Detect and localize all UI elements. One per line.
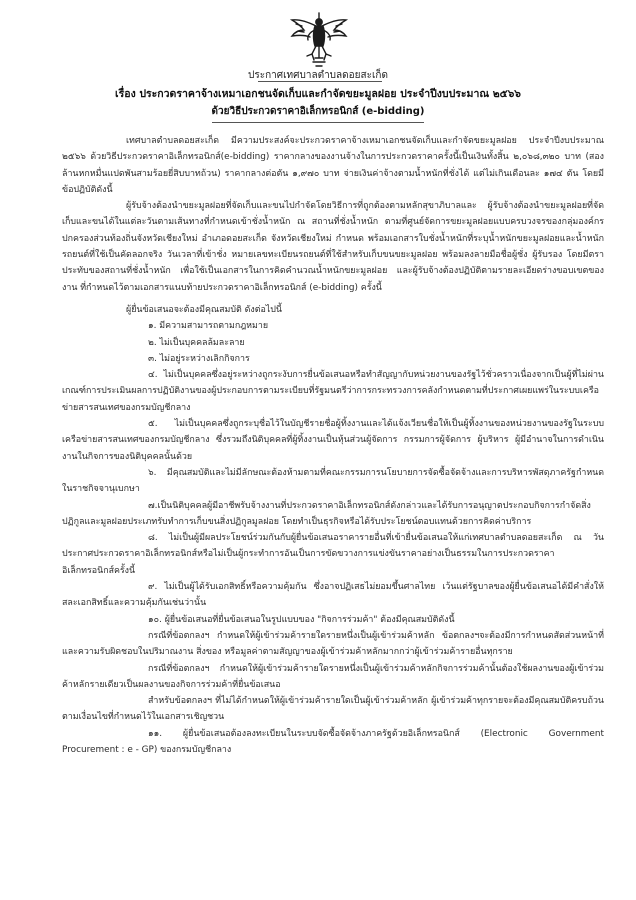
subject-underline	[212, 122, 424, 123]
qualification-item-7: ๗.เป็นนิติบุคคลผู้มีอาชีพรับจ้างงานที่ประกวดราคาอิเล็กทรอนิกส์ดังกล่าวและได้รับการอนุญาตประกอบกิจการกำจัดสิ่งปฏิกูลและมูลฝอยประเภทรับทำการเก็บขนสิ่งปฏิกูลมูลฝอย โดยทำเป็นธุรกิจหรือได้รับประโยชน์ตอบแทนด้วยการคิดค่าบริการ	[62, 500, 591, 527]
joint-venture-clause-c: สำหรับข้อตกลงฯ ที่ไม่ได้กำหนดให้ผู้เข้าร่วมค้ารายใดเป็นผู้เข้าร่วมค้าหลัก ผู้เข้าร่วมค้าทุกรายจะต้องมีคุณสมบัติครบถ้วนตามเงื่อนไขที่กำหนดไว้ในเอกสารเชิญชวน	[62, 696, 604, 723]
qualification-item-11: ๑๑. ผู้ยื่นข้อเสนอต้องลงทะเบียนในระบบจัดซื้อจัดจ้างภาครัฐด้วยอิเล็กทรอนิกส์ (Electronic Government Procurement : e - GP) ของกรมบัญชีกลาง	[62, 728, 604, 755]
announcement-body	[62, 133, 604, 758]
joint-venture-clause-a: กรณีที่ข้อตกลงฯ กำหนดให้ผู้เข้าร่วมค้ารายใดรายหนึ่งเป็นผู้เข้าร่วมค้าหลัก ข้อตกลงฯจะต้องมีการกำหนดสัดส่วนหน้าที่และความรับผิดชอบในปริมาณงาน สิ่งของ หรือมูลค่าตามสัญญาของผู้เข้าร่วมค้าหลักมากกว่าผู้เข้าร่วมค้ารายอื่นทุกราย	[62, 630, 604, 658]
subject-line-2: ด้วยวิธีประกวดราคาอิเล็กทรอนิกส์ (e-bidding)	[211, 106, 425, 117]
qualification-intro: ผู้ยื่นข้อเสนอจะต้องมีคุณสมบัติ ดังต่อไปนี้	[126, 304, 282, 315]
qualification-item-4: ๔. ไม่เป็นบุคคลซึ่งอยู่ระหว่างถูกระงับการยื่นข้อเสนอหรือทำสัญญากับหน่วยงานของรัฐไว้ชั่วคราวเนื่องจากเป็นผู้ที่ไม่ผ่านเกณฑ์การประเมินผลการปฏิบัติงานของผู้ประกอบการตามระเบียบที่รัฐมนตรีว่าการกระทรวงการคลังกำหนดตามที่ประกาศเผยแพร่ในระบบเครือข่ายสารสนเทศของกรมบัญชีกลาง	[62, 370, 604, 413]
subject-line-1: เรื่อง ประกวดราคาจ้างเหมาเอกชนจัดเก็บและกำจัดขยะมูลฝอย ประจำปีงบประมาณ ๒๕๖๖	[115, 88, 521, 100]
agency-underline	[258, 81, 382, 82]
qualification-item-6: ๖. มีคุณสมบัติและไม่มีลักษณะต้องห้ามตามที่คณะกรรมการนโยบายการจัดซื้อจัดจ้างและการบริหารพัสดุภาครัฐกำหนดในราชกิจจานุเบกษา	[62, 467, 604, 495]
joint-venture-clause-b: กรณีที่ข้อตกลงฯ กำหนดให้ผู้เข้าร่วมค้ารายใดรายหนึ่งเป็นผู้เข้าร่วมค้าหลักกิจการร่วมค้านั้นต้องใช้ผลงานของผู้เข้าร่วมค้าหลักรายเดียวเป็นผลงานของกิจการร่วมค้าที่ยื่นข้อเสนอ	[62, 663, 604, 690]
qualification-item-1: ๑. มีความสามารถตามกฎหมาย	[148, 321, 269, 332]
qualification-item-5: ๕. ไม่เป็นบุคคลซึ่งถูกระบุชื่อไว้ในบัญชีรายชื่อผู้ทิ้งงานและได้แจ้งเวียนชื่อให้เป็นผู้ทิ้งงานของหน่วยงานของรัฐในระบบเครือข่ายสารสนเทศของกรมบัญชีกลาง ซึ่งรวมถึงนิติบุคคลที่ผู้ทิ้งงานเป็นหุ้นส่วนผู้จัดการ กรรมการผู้จัดการ ผู้บริหาร ผู้มีอำนาจในการดำเนินงานในกิจการของนิติบุคคลนั้นด้วย	[62, 419, 604, 462]
contractor-paragraph: ผู้รับจ้างต้องนำขยะมูลฝอยที่จัดเก็บและขนไปกำจัดโดยวิธีการที่ถูกต้องตามหลักสุขาภิบาลและ ผู้รับจ้างต้องนำขยะมูลฝอยที่จัดเก็บและขนได้ในแต่ละวันตามเส้นทางที่กำหนดเข้าชั่งน้ำหนัก ณ สถานที่ชั่งน้ำหนัก ตามที่ศูนย์จัดการขยะมูลฝอยแบบครบวงจรของกลุ่มองค์กรปกครองส่วนท้องถิ่นจังหวัดเชียงใหม่ อำเภอดอยสะเก็ด จังหวัดเชียงใหม่ กำหนด พร้อมเอกสารใบชั่งน้ำหนักที่ระบุน้ำหนักขยะมูลฝอยและน้ำหนักรถยนต์ที่ใช้เป็นคัดลอกจริง วันเวลาที่เข้าชั่ง หมายเลขทะเบียนรถยนต์ที่ใช้สำหรับเก็บขนขยะมูลฝอย พร้อมลงลายมือชื่อผู้ชั่ง ผู้รับรอง โดยมีตราประทับของสถานที่ชั่งน้ำหนัก เพื่อใช้เป็นเอกสารในการคิดคำนวณน้ำหนักขยะมูลฝอย และผู้รับจ้างต้องปฏิบัติตามรายละเอียดร่างขอบเขตของงาน ที่กำหนดไว้ตามเอกสารแนบท้ายประกวดราคาอิเล็กทรอนิกส์ (e-bidding) ครั้งนี้	[62, 201, 604, 293]
qualification-item-10: ๑๐. ผู้ยื่นข้อเสนอที่ยื่นข้อเสนอในรูปแบบของ "กิจการร่วมค้า" ต้องมีคุณสมบัติดังนี้	[148, 614, 455, 625]
agency-title: ประกาศเทศบาลตำบลดอยสะเก็ด	[248, 70, 388, 81]
qualification-item-2: ๒. ไม่เป็นบุคคลล้มละลาย	[148, 337, 245, 348]
qualification-item-3: ๓. ไม่อยู่ระหว่างเลิกกิจการ	[148, 353, 250, 364]
intro-paragraph: เทศบาลตำบลดอยสะเก็ด มีความประสงค์จะประกวดราคาจ้างเหมาเอกชนจัดเก็บและกำจัดขยะมูลฝอย ประจำปีงบประมาณ ๒๕๖๖ ด้วยวิธีประกวดราคาอิเล็กทรอนิกส์(e-bidding) ราคากลางของงานจ้างในการประกวดราคาครั้งนี้เป็นเงินทั้งสิ้น ๒,๐๖๘,๓๒๐ บาท (สองล้านหกหมื่นแปดพันสามร้อยยี่สิบบาทถ้วน) ราคากลางต่อตัน ๑,๙๗๐ บาท จ่ายเงินค่าจ้างตามน้ำหนักที่ชั่งได้ แต่ไม่เกินเดือนละ ๑๗๔ ตัน โดยมีข้อปฏิบัติดังนี้	[62, 136, 604, 195]
garuda-emblem-icon	[288, 10, 350, 68]
subject-heading	[40, 86, 596, 120]
qualification-item-8: ๘. ไม่เป็นผู้มีผลประโยชน์ร่วมกันกับผู้ยื่นข้อเสนอราคารายอื่นที่เข้ายื่นข้อเสนอให้แก่เทศบาลตำบลดอยสะเก็ด ณ วันประกาศประกวดราคาอิเล็กทรอนิกส์หรือไม่เป็นผู้กระทำการอันเป็นการขัดขวางการแข่งขันราคาอย่างเป็นธรรมในการประกวดราคาอิเล็กทรอนิกส์ครั้งนี้	[62, 533, 604, 576]
qualification-item-9: ๙. ไม่เป็นผู้ได้รับเอกสิทธิ์หรือความคุ้มกัน ซึ่งอาจปฏิเสธไม่ยอมขึ้นศาลไทย เว้นแต่รัฐบาลของผู้ยื่นข้อเสนอได้มีคำสั่งให้สละเอกสิทธิ์และความคุ้มกันเช่นว่านั้น	[62, 582, 604, 609]
